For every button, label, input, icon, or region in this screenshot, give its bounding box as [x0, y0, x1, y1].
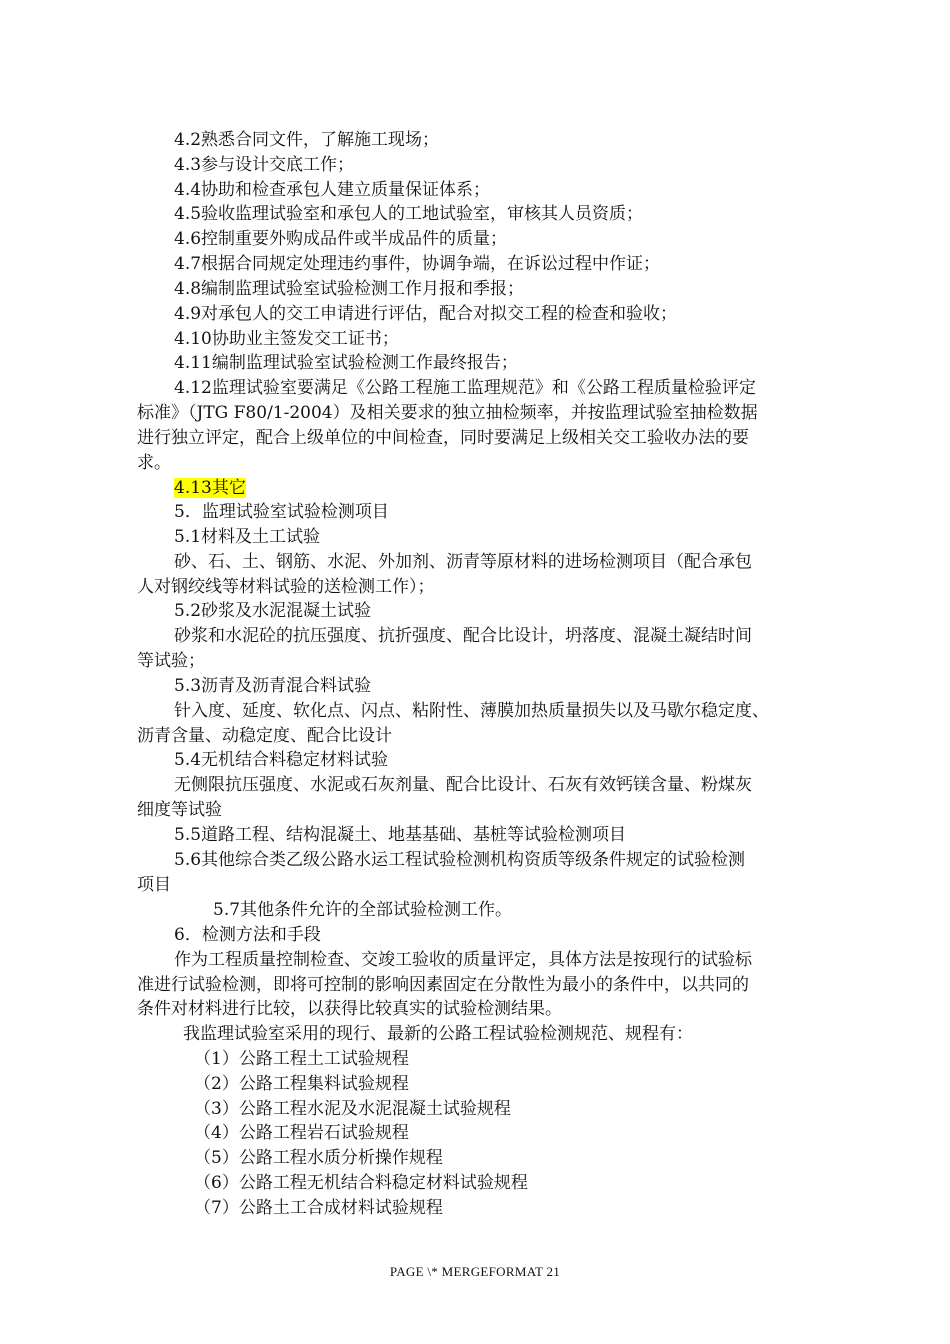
subsection-heading: 5.3沥青及沥青混合料试验 [174, 676, 372, 696]
paragraph: 4.6控制重要外购成品件或半成品件的质量； [174, 229, 508, 249]
section-heading: 5．监理试验室试验检测项目 [174, 502, 389, 522]
paragraph: 我监理试验室采用的现行、最新的公路工程试验检测规范、规程有： [183, 1024, 693, 1044]
list-item: （1）公路工程土工试验规程 [194, 1049, 409, 1069]
list-item: （2）公路工程集料试验规程 [194, 1074, 409, 1094]
subsection-heading: 5.1材料及土工试验 [174, 527, 321, 547]
paragraph: 砂、石、土、钢筋、水泥、外加剂、沥青等原材料的进场检测项目（配合承包 [174, 552, 752, 572]
paragraph: 针入度、延度、软化点、闪点、粘附性、薄膜加热质量损失以及马歇尔稳定度、 [174, 701, 769, 721]
subsection-heading: 5.4无机结合料稳定材料试验 [174, 750, 389, 770]
list-item: （4）公路工程岩石试验规程 [194, 1123, 409, 1143]
paragraph: 作为工程质量控制检查、交竣工验收的质量评定，具体方法是按现行的试验标 [174, 950, 752, 970]
paragraph: 准进行试验检测，即将可控制的影响因素固定在分散性为最小的条件中，以共同的 [137, 975, 749, 995]
paragraph: 人对钢绞线等材料试验的送检测工作）； [137, 577, 435, 597]
paragraph: 4.4协助和检查承包人建立质量保证体系； [174, 180, 491, 200]
paragraph: 沥青含量、动稳定度、配合比设计 [137, 726, 392, 746]
subsection-heading: 5.2砂浆及水泥混凝土试验 [174, 601, 372, 621]
paragraph: 标准》（JTG F80/1-2004）及相关要求的独立抽检频率，并按监理试验室抽检数据 [137, 403, 758, 423]
list-item: （7）公路土工合成材料试验规程 [194, 1198, 443, 1218]
paragraph: 条件对材料进行比较，以获得比较真实的试验检测结果。 [137, 999, 562, 1019]
list-item: （3）公路工程水泥及水泥混凝土试验规程 [194, 1099, 511, 1119]
paragraph: 4.9对承包人的交工申请进行评估，配合对拟交工程的检查和验收； [174, 304, 678, 324]
paragraph: 4.12监理试验室要满足《公路工程施工监理规范》和《公路工程质量检验评定 [174, 378, 756, 398]
paragraph: 进行独立评定，配合上级单位的中间检查，同时要满足上级相关交工验收办法的要 [137, 428, 749, 448]
paragraph: 4.7根据合同规定处理违约事件，协调争端，在诉讼过程中作证； [174, 254, 661, 274]
subsection-heading: 5.7其他条件允许的全部试验检测工作。 [213, 900, 513, 920]
paragraph: 4.8编制监理试验室试验检测工作月报和季报； [174, 279, 525, 299]
paragraph: 细度等试验 [137, 800, 222, 820]
paragraph: 4.3参与设计交底工作； [174, 155, 355, 175]
page-footer: PAGE \* MERGEFORMAT 21 [389, 1264, 561, 1279]
paragraph: 4.5验收监理试验室和承包人的工地试验室，审核其人员资质； [174, 204, 644, 224]
paragraph: 无侧限抗压强度、水泥或石灰剂量、配合比设计、石灰有效钙镁含量、粉煤灰 [174, 775, 752, 795]
paragraph: 砂浆和水泥砼的抗压强度、抗折强度、配合比设计，坍落度、混凝土凝结时间 [174, 626, 752, 646]
subsection-heading: 5.5道路工程、结构混凝土、地基基础、基桩等试验检测项目 [174, 825, 627, 845]
paragraph: 项目 [137, 875, 171, 895]
subsection-heading: 5.6其他综合类乙级公路水运工程试验检测机构资质等级条件规定的试验检测 [174, 850, 746, 870]
highlighted-text: 4.13其它 [174, 478, 246, 498]
paragraph: 4.2熟悉合同文件，了解施工现场； [174, 130, 440, 150]
paragraph: 4.10协助业主签发交工证书； [174, 329, 399, 349]
list-item: （6）公路工程无机结合料稳定材料试验规程 [194, 1173, 528, 1193]
paragraph: 求。 [137, 453, 171, 473]
section-heading: 6．检测方法和手段 [174, 925, 321, 945]
paragraph: 等试验； [137, 651, 205, 671]
paragraph: 4.11编制监理试验室试验检测工作最终报告； [174, 353, 518, 373]
list-item: （5）公路工程水质分析操作规程 [194, 1148, 443, 1168]
paragraph [174, 476, 246, 500]
